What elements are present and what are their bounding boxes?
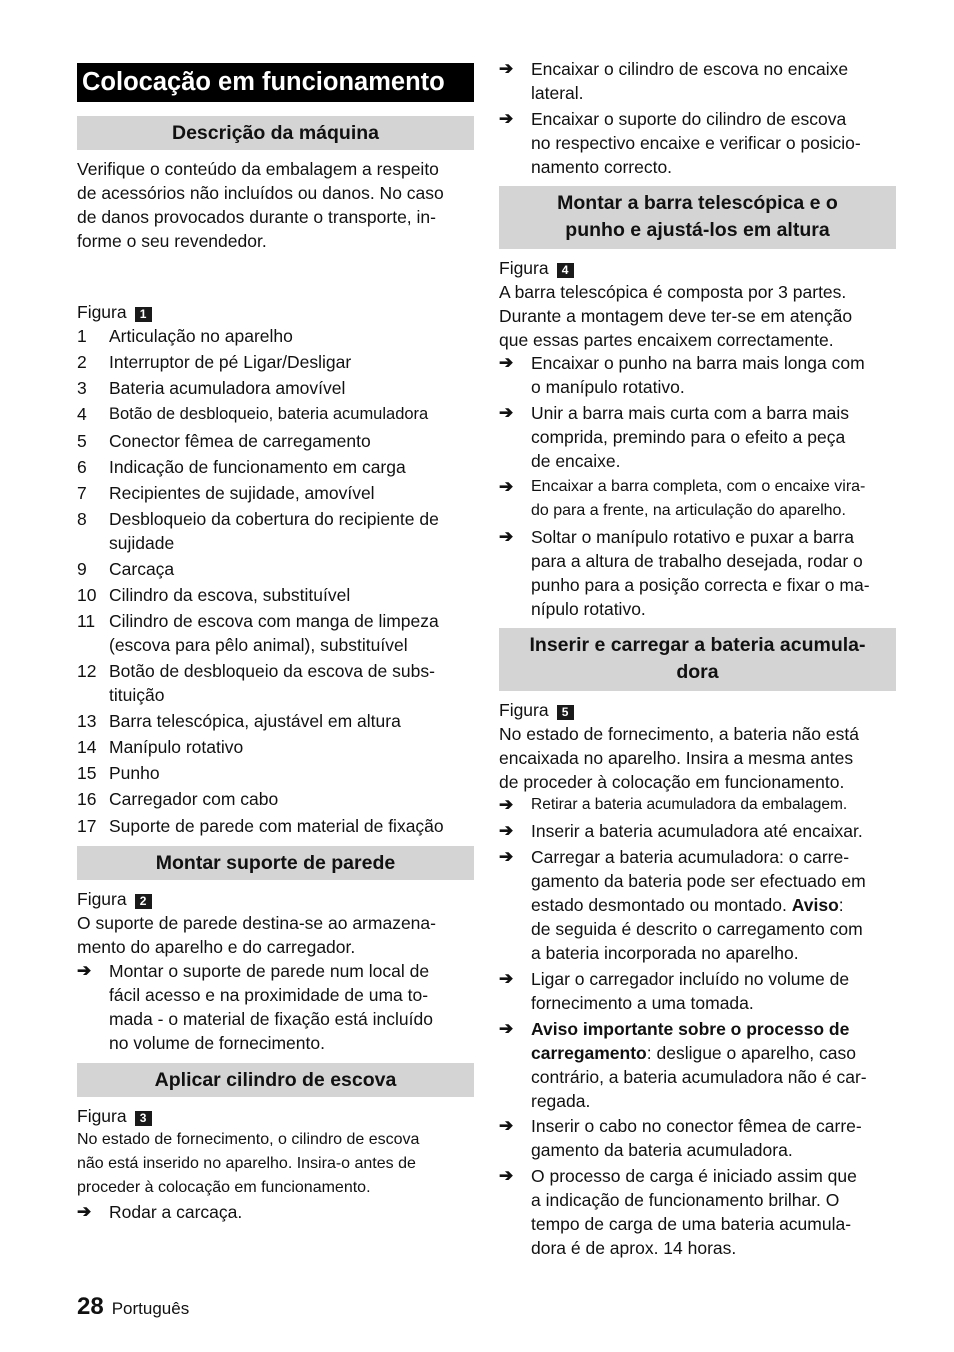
- arrow-right-icon: ➔: [499, 821, 514, 840]
- bullet-line: Retirar a bateria acumuladora da embalagem.: [531, 796, 848, 813]
- bullet-line: no volume de fornecimento.: [109, 1033, 325, 1053]
- list-number: 6: [77, 457, 87, 477]
- list-number: 9: [77, 559, 87, 579]
- list-item: Cilindro de escova com manga de limpeza: [109, 611, 439, 631]
- list-item: Barra telescópica, ajustável em altura: [109, 711, 401, 731]
- list-item: Cilindro da escova, substituível: [109, 585, 351, 605]
- bullet-line: Unir a barra mais curta com a barra mais: [531, 403, 850, 423]
- list-number: 17: [77, 816, 97, 836]
- bullet-line: gamento da bateria pode ser efectuado em: [531, 871, 866, 891]
- list-number: 2: [77, 352, 87, 372]
- list-item: (escova para pêlo animal), substituível: [109, 635, 408, 655]
- arrow-right-icon: ➔: [499, 477, 514, 496]
- battery-text-line: de proceder à colocação em funcionamento.: [499, 772, 845, 792]
- list-number: 14: [77, 737, 97, 757]
- figure-ref-1: Figura 1: [77, 300, 152, 324]
- arrow-right-icon: ➔: [499, 527, 514, 546]
- figure-number-badge: 1: [135, 307, 152, 322]
- figure-number-badge: 4: [557, 263, 574, 278]
- figure-number-badge: 2: [135, 894, 152, 909]
- list-item: Botão de desbloqueio, bateria acumuladora: [109, 405, 429, 423]
- battery-text-line: encaixada no aparelho. Insira a mesma antes: [499, 748, 854, 768]
- bullet-line: punho para a posição correcta e fixar o ma-: [531, 575, 870, 595]
- bullet-line: a bateria incorporada no aparelho.: [531, 943, 799, 963]
- heading-line: dora: [676, 661, 719, 683]
- list-number: 15: [77, 763, 97, 783]
- wall-text-line: mento do aparelho e do carregador.: [77, 937, 356, 957]
- list-number: 8: [77, 509, 87, 529]
- figure-ref-3: Figura 3: [77, 1104, 152, 1128]
- arrow-right-icon: ➔: [499, 795, 514, 814]
- bullet-line: para a altura de trabalho desejada, rodar o: [531, 551, 863, 571]
- page-footer: [77, 1292, 189, 1324]
- bullet-line: comprida, premindo para o efeito a peça: [531, 427, 846, 447]
- bullet-line: de seguida é descrito o carregamento com: [531, 919, 863, 939]
- arrow-right-icon: ➔: [499, 353, 514, 372]
- list-item: Punho: [109, 763, 160, 783]
- battery-text-line: No estado de fornecimento, a bateria não está: [499, 724, 859, 744]
- figure-number-badge: 3: [135, 1111, 152, 1126]
- bullet-line: regada.: [531, 1091, 591, 1111]
- list-item: Indicação de funcionamento em carga: [109, 457, 406, 477]
- machine-intro-line: de acessórios não incluídos ou danos. No caso: [77, 183, 444, 203]
- bullet-line: Rodar a carcaça.: [109, 1202, 243, 1222]
- section-heading-wall-mount: Montar suporte de parede: [77, 846, 474, 880]
- heading-line: Montar a barra telescópica e o: [557, 192, 838, 214]
- bullet-line: nípulo rotativo.: [531, 599, 646, 619]
- bullet-line: namento correcto.: [531, 157, 673, 177]
- machine-intro-line: de danos provocados durante o transporte, in-: [77, 207, 436, 227]
- list-item: Bateria acumuladora amovível: [109, 378, 346, 398]
- heading-line: punho e ajustá-los em altura: [565, 219, 830, 241]
- bar-text-line: A barra telescópica é composta por 3 partes.: [499, 282, 847, 302]
- arrow-right-icon: ➔: [77, 1202, 92, 1221]
- section-heading-telescopic-bar: [499, 186, 896, 249]
- brush-text-line: não está inserido no aparelho. Insira-o antes de: [77, 1155, 416, 1172]
- list-number: 4: [77, 404, 87, 424]
- bullet-line: O processo de carga é iniciado assim que: [531, 1166, 857, 1186]
- section-heading-machine: Descrição da máquina: [77, 116, 474, 150]
- arrow-right-icon: ➔: [499, 969, 514, 988]
- bullet-line: estado desmontado ou montado. Aviso:: [531, 895, 844, 915]
- list-item: Recipientes de sujidade, amovível: [109, 483, 375, 503]
- section-heading-brush: Aplicar cilindro de escova: [77, 1063, 474, 1097]
- arrow-right-icon: ➔: [499, 109, 514, 128]
- bullet-line: Inserir a bateria acumuladora até encaixar.: [531, 821, 863, 841]
- bullet-line: Encaixar o cilindro de escova no encaixe: [531, 59, 849, 79]
- list-number: 1: [77, 326, 87, 346]
- bullet-line: Ligar o carregador incluído no volume de: [531, 969, 850, 989]
- list-number: 16: [77, 789, 97, 809]
- bullet-line: gamento da bateria acumuladora.: [531, 1140, 793, 1160]
- machine-intro-line: forme o seu revendedor.: [77, 231, 267, 251]
- bullet-line: Encaixar a barra completa, com o encaixe vira-: [531, 478, 866, 495]
- footer-language: Português: [111, 1299, 190, 1318]
- list-item: Conector fêmea de carregamento: [109, 431, 371, 451]
- bullet-line: Montar o suporte de parede num local de: [109, 961, 430, 981]
- bullet-line: Inserir o cabo no conector fêmea de carre-: [531, 1116, 862, 1136]
- bullet-line: lateral.: [531, 83, 584, 103]
- list-item: Suporte de parede com material de fixação: [109, 816, 444, 836]
- list-item: Desbloqueio da cobertura do recipiente de: [109, 509, 439, 529]
- bullet-line: a indicação de funcionamento brilhar. O: [531, 1190, 840, 1210]
- bullet-line: do para a frente, na articulação do aparelho.: [531, 502, 846, 519]
- list-number: 7: [77, 483, 87, 503]
- brush-text-line: No estado de fornecimento, o cilindro de escova: [77, 1131, 420, 1148]
- list-item: Carcaça: [109, 559, 175, 579]
- arrow-right-icon: ➔: [499, 1019, 514, 1038]
- bullet-line: de encaixe.: [531, 451, 621, 471]
- arrow-right-icon: ➔: [499, 59, 514, 78]
- bullet-line: fácil acesso e na proximidade de uma to-: [109, 985, 429, 1005]
- bullet-line: fornecimento a uma tomada.: [531, 993, 754, 1013]
- bullet-line: o manípulo rotativo.: [531, 377, 685, 397]
- wall-text-line: O suporte de parede destina-se ao armazena-: [77, 913, 436, 933]
- list-item: Interruptor de pé Ligar/Desligar: [109, 352, 352, 372]
- section-heading-battery: [499, 628, 896, 691]
- list-item: Articulação no aparelho: [109, 326, 293, 346]
- list-item: Botão de desbloqueio da escova de subs-: [109, 661, 435, 681]
- figure-ref-5: Figura 5: [499, 698, 574, 722]
- page-title: Colocação em funcionamento: [77, 63, 474, 102]
- bullet-line: contrário, a bateria acumuladora não é car-: [531, 1067, 867, 1087]
- figure-number-badge: 5: [557, 705, 574, 720]
- bar-text-line: Durante a montagem deve ter-se em atenção: [499, 306, 853, 326]
- bullet-line: carregamento: desligue o aparelho, caso: [531, 1043, 856, 1063]
- arrow-right-icon: ➔: [499, 403, 514, 422]
- list-number: 5: [77, 431, 87, 451]
- arrow-right-icon: ➔: [499, 847, 514, 866]
- machine-intro-line: Verifique o conteúdo da embalagem a respeito: [77, 159, 439, 179]
- list-number: 3: [77, 378, 87, 398]
- bullet-line: Aviso importante sobre o processo de: [531, 1019, 850, 1039]
- list-item: sujidade: [109, 533, 175, 553]
- list-number: 12: [77, 661, 97, 681]
- arrow-right-icon: ➔: [77, 961, 92, 980]
- bullet-line: Soltar o manípulo rotativo e puxar a barra: [531, 527, 854, 547]
- list-number: 13: [77, 711, 97, 731]
- list-item: tituição: [109, 685, 165, 705]
- bar-text-line: que essas partes encaixem correctamente.: [499, 330, 834, 350]
- arrow-right-icon: ➔: [499, 1166, 514, 1185]
- bullet-line: tempo de carga de uma bateria acumula-: [531, 1214, 852, 1234]
- list-item: Manípulo rotativo: [109, 737, 244, 757]
- list-item: Carregador com cabo: [109, 789, 279, 809]
- bullet-line: Encaixar o punho na barra mais longa com: [531, 353, 865, 373]
- bullet-line: dora é de aprox. 14 horas.: [531, 1238, 737, 1258]
- bullet-line: no respectivo encaixe e verificar o posicio-: [531, 133, 861, 153]
- bullet-line: mada - o material de fixação está incluído: [109, 1009, 433, 1029]
- list-number: 11: [77, 611, 96, 631]
- bullet-line: Encaixar o suporte do cilindro de escova: [531, 109, 847, 129]
- list-number: 10: [77, 585, 97, 605]
- arrow-right-icon: ➔: [499, 1116, 514, 1135]
- figure-ref-2: Figura 2: [77, 887, 152, 911]
- heading-line: Inserir e carregar a bateria acumula-: [529, 634, 866, 656]
- brush-text-line: proceder à colocação em funcionamento.: [77, 1179, 371, 1196]
- page-number: 28: [77, 1293, 104, 1320]
- figure-ref-4: Figura 4: [499, 256, 574, 280]
- bullet-line: Carregar a bateria acumuladora: o carre-: [531, 847, 850, 867]
